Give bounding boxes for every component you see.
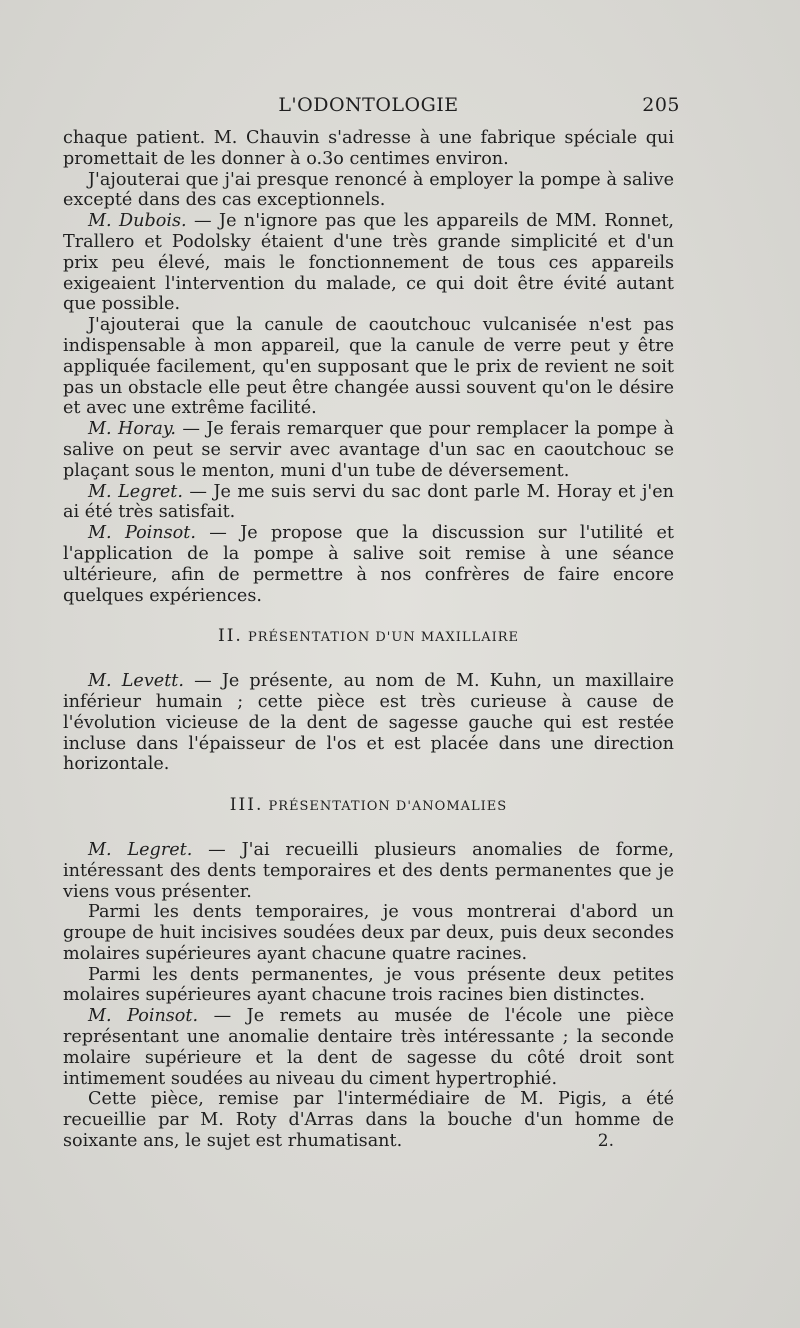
paragraph-text: Parmi les dents temporaires, je vous montrerai d'abord un groupe de huit incisives soudées deux par deux, puis deux secondes molaires supérieures ayant chacune quatre racines.: [63, 902, 674, 964]
section-heading: [63, 626, 674, 649]
paragraph: [63, 128, 674, 170]
paragraph: [63, 482, 674, 524]
paragraph: [63, 419, 674, 481]
paragraph-text: — Je remets au musée de l'école une pièce représentant une anomalie dentaire très intéressante ; la seconde molaire supérieure et la dent de sagesse du côté droit sont intimement soudées au niveau du ciment hypertrophié.: [63, 1006, 674, 1089]
speaker-name: M. Dubois.: [88, 211, 187, 232]
paragraph-text: chaque patient. M. Chauvin s'adresse à une fabrique spéciale qui promettait de les donner à o.3o centimes environ.: [63, 128, 674, 169]
paragraph-text: — Je propose que la discussion sur l'utilité et l'application de la pompe à salive soit remise à une séance ultérieure, afin de permettre à nos confrères de faire encore quelques expériences.: [63, 523, 674, 606]
section-number: II.: [217, 626, 243, 647]
speaker-name: M. Legret.: [88, 481, 183, 502]
paragraph-text: J'ajouterai que la canule de caoutchouc vulcanisée n'est pas indispensable à mon appareil, que la canule de verre peut y être appliquée facilement, qu'en supposant que le prix de revient ne soit pas un obstacle elle peut être changée aussi souvent qu'on le désire et avec une extrême facilité.: [63, 315, 674, 419]
paragraph: [63, 902, 674, 964]
section-title: PRÉSENTATION D'ANOMALIES: [268, 799, 508, 815]
section-heading: [63, 795, 674, 818]
speaker-name: M. Levett.: [88, 671, 184, 692]
paragraph-text: J'ajouterai que j'ai presque renoncé à employer la pompe à salive excepté dans des cas exceptionnels.: [63, 169, 674, 211]
speaker-name: M. Horay.: [88, 419, 177, 440]
paragraph-text: — Je me suis servi du sac dont parle M. Horay et j'en ai été très satisfait.: [63, 481, 674, 523]
paragraph-text: — Je n'ignore pas que les appareils de MM. Ronnet, Trallero et Podolsky étaient d'une très grande simplicité et d'un prix peu élevé, mais le fonctionnement de tous ces appareils exigeaient l'intervention du malade, ce qui doit être évité autant que possible.: [63, 211, 674, 315]
paragraph-text: — J'ai recueilli plusieurs anomalies de forme, intéressant des dents temporaires et des dents permanentes que je viens vous présenter.: [63, 839, 675, 902]
paragraph-text: — Je présente, au nom de M. Kuhn, un maxillaire inférieur humain ; cette pièce est très curieuse à cause de l'évolution vicieuse de la dent de sagesse gauche qui est restée incluse dans l'épaisseur de l'os et est placée dans une direction horizontale.: [63, 671, 674, 775]
paragraph: [63, 315, 674, 419]
paragraph: [63, 965, 674, 1007]
paragraph: [63, 1006, 674, 1089]
section-title: PRÉSENTATION D'UN MAXILLAIRE: [247, 630, 519, 646]
signature-mark: 2.: [597, 1131, 614, 1152]
speaker-name: M. Poinsot.: [88, 523, 196, 544]
body-text: [63, 128, 674, 1152]
paragraph: [63, 523, 674, 606]
section-number: III.: [229, 795, 264, 816]
paragraph: [63, 840, 674, 902]
running-header: [63, 88, 680, 128]
paragraph-text: Cette pièce, remise par l'intermédiaire de M. Pigis, a été recueillie par M. Roty d'Arras dans la bouche d'un homme de soixante ans, le sujet est rhumatisant.: [63, 1089, 674, 1152]
journal-title: L'ODONTOLOGIE: [278, 94, 459, 116]
paragraph: [63, 211, 674, 315]
speaker-name: M. Legret.: [88, 839, 193, 860]
paragraph-text: — Je ferais remarquer que pour remplacer la pompe à salive on peut se servir avec avantage d'un sac en caoutchouc se plaçant sous le menton, muni d'un tube de déversement.: [63, 419, 675, 481]
paragraph: [63, 1089, 674, 1151]
paragraph: [63, 170, 674, 212]
page-number: 205: [642, 94, 680, 116]
paragraph-text: Parmi les dents permanentes, je vous présente deux petites molaires supérieures ayant chacune trois racines bien distinctes.: [63, 964, 674, 1006]
speaker-name: M. Poinsot.: [88, 1006, 199, 1027]
paragraph: [63, 671, 674, 775]
